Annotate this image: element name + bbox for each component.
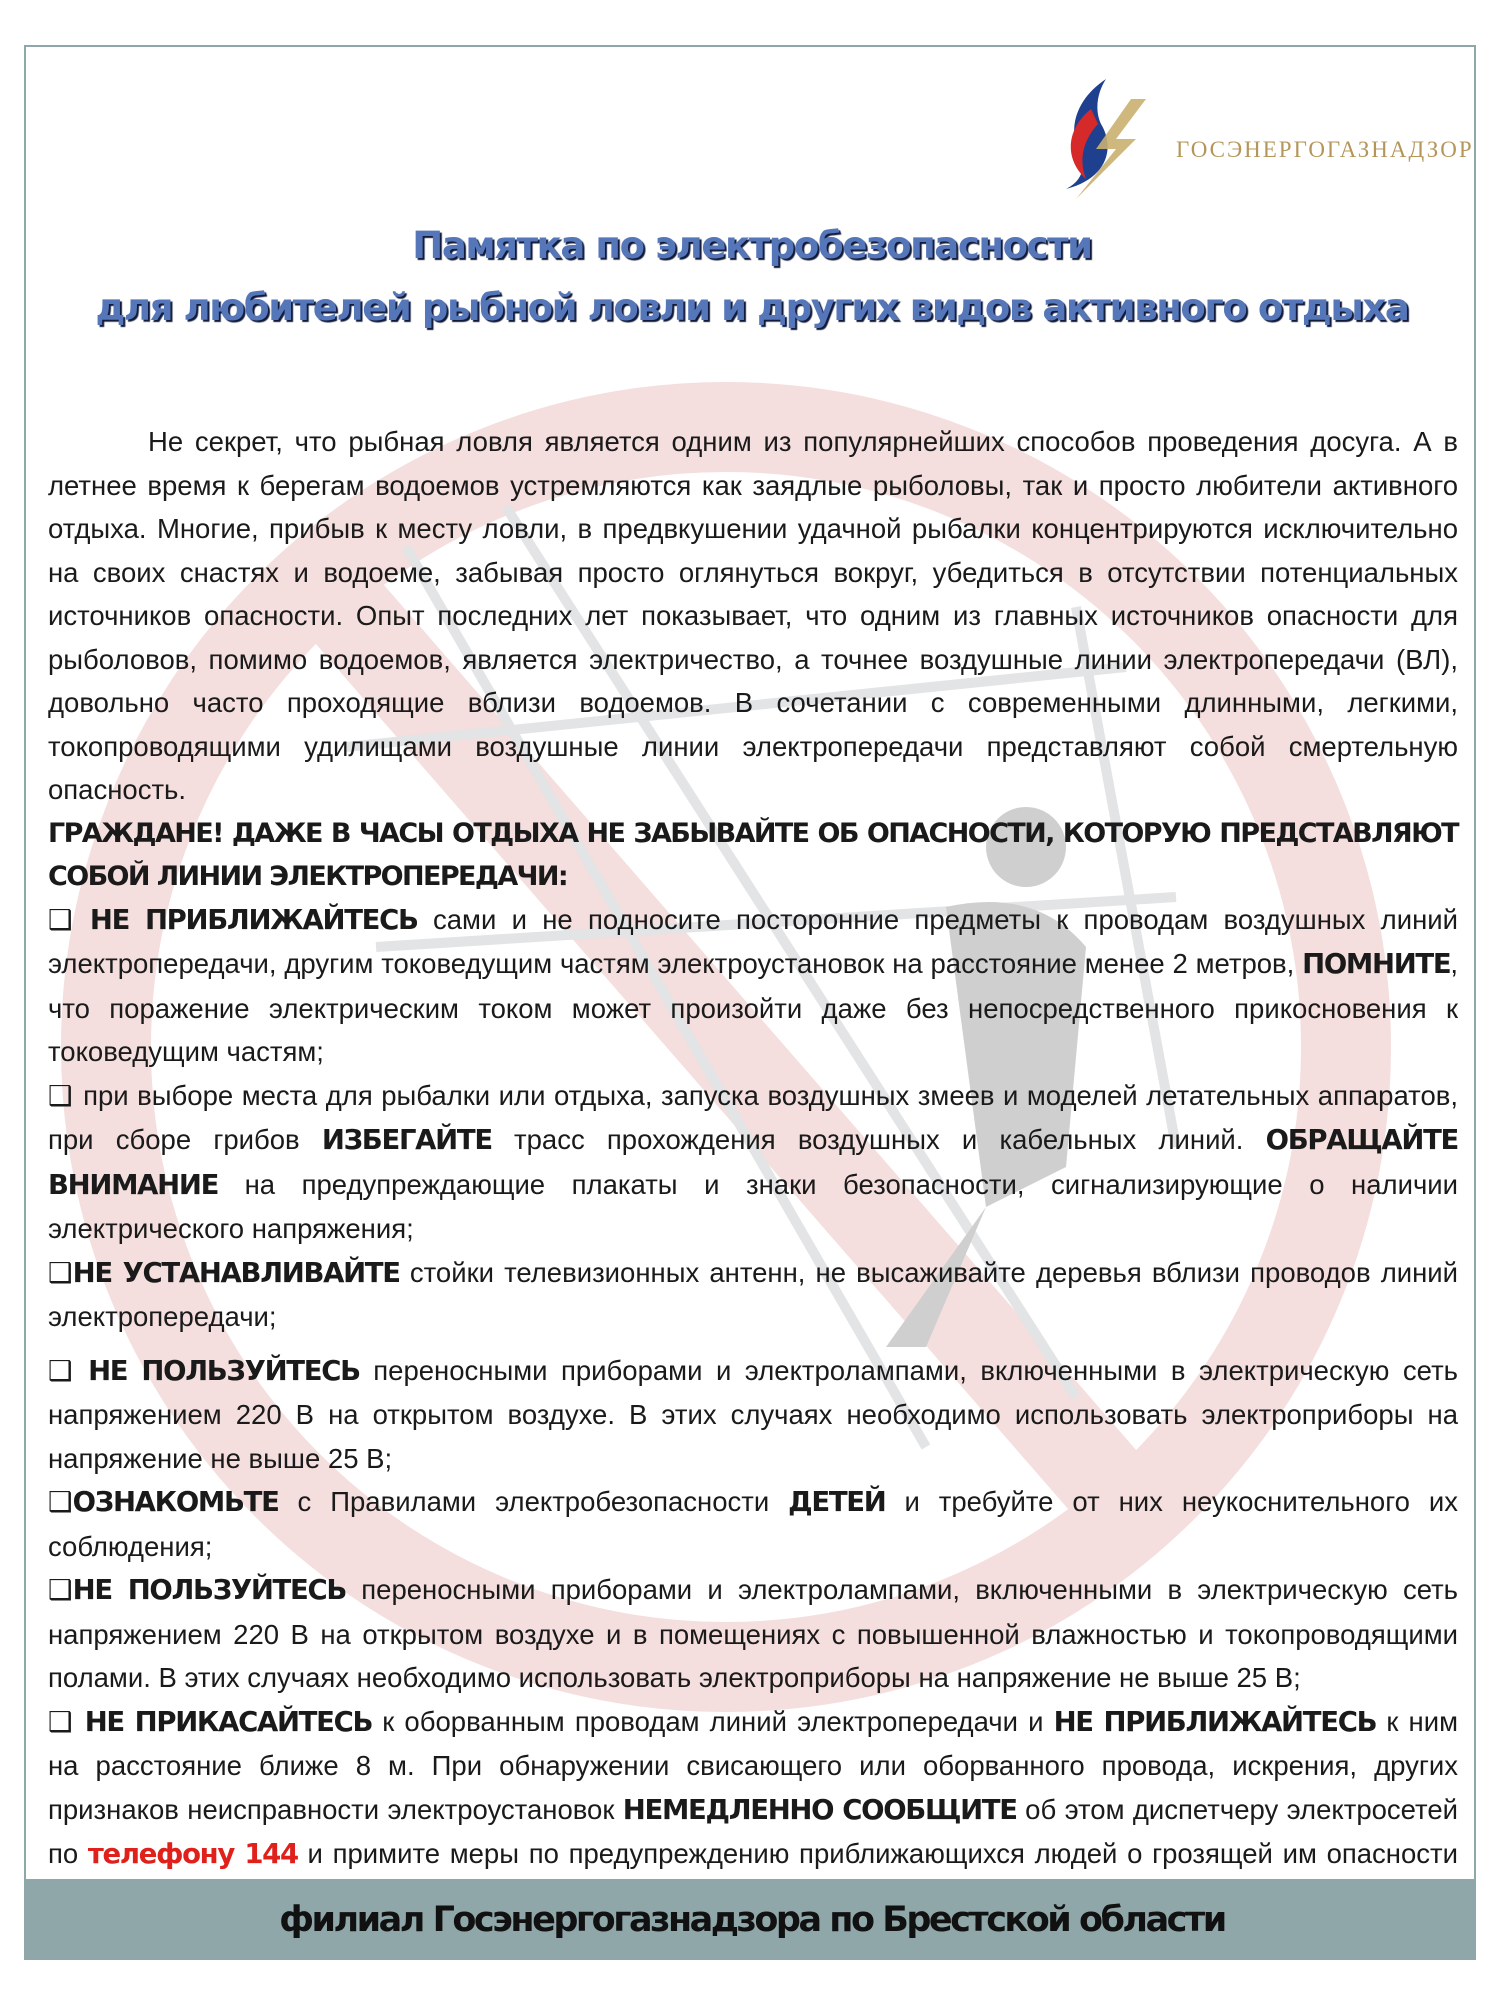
item-text: переносными приборами и электролампами, включенными в электрическую сеть напряжением 220 В на открытом воздухе. В этих случаях необходимо использовать электроприборы на напряжение не выше 25 В; — [48, 1354, 1458, 1474]
item-text: переносными приборами и электролампами, включенными в электрическую сеть напряжением 220 В на открытом воздухе и в помещениях с повышенной влажностью и токопроводящими полами. В этих случаях необходимо использовать электроприборы на напряжение не выше 25 В; — [48, 1574, 1458, 1693]
emphasis: ПОМНИТЕ — [1302, 948, 1451, 980]
checkbox-icon: ❑ — [48, 903, 90, 936]
item-text: при выборе места для рыбалки или отдыха, запуска воздушных змеев и моделей летательных аппаратов, при сборе грибов — [48, 1079, 1458, 1155]
warning-heading: ГРАЖДАНЕ! ДАЖЕ В ЧАСЫ ОТДЫХА НЕ ЗАБЫВАЙТЕ ОБ ОПАСНОСТИ, КОТОРУЮ ПРЕДСТАВЛЯЮТ СОБОЙ ЛИНИИ ЭЛЕКТРОПЕРЕДАЧИ: — [48, 817, 1458, 892]
item-text: стойки телевизионных антенн, не высаживайте деревья вблизи проводов линий электропередачи; — [48, 1256, 1459, 1332]
item-text: с Правилами электробезопасности — [278, 1486, 789, 1517]
document-frame — [24, 45, 1476, 1960]
gosenergogaznadzor-logo — [1036, 69, 1474, 199]
logo-text: ГОСЭНЕРГОГАЗНАДЗОР — [1176, 137, 1474, 162]
item-text: и требуйте от них неукоснительного их соблюдения; — [48, 1486, 1458, 1562]
checkbox-icon: ❑ — [48, 1354, 89, 1387]
emphasis: НЕ ПРИБЛИЖАЙТЕСЬ — [89, 903, 418, 936]
item-text: к ним на расстояние ближе 8 м. При обнаружении свисающего или оборванного провода, искрения, других признаков неисправности электроустановок — [48, 1705, 1458, 1825]
title-line-1: Памятка по электробезопасности — [412, 224, 1092, 267]
item-text: , что поражение электрическим током может произойти даже без непосредственного прикосновения к токоведущим частям; — [48, 948, 1458, 1067]
checkbox-icon: ❑ — [48, 1705, 85, 1738]
list-item — [48, 898, 1458, 1074]
item-text: на предупреждающие плакаты и знаки безопасности, сигнализирующие о наличии электрического напряжения; — [48, 1168, 1458, 1244]
item-text: трасс прохождения воздушных и кабельных линий. — [491, 1124, 1266, 1155]
emphasis: НЕ УСТАНАВЛИВАЙТЕ — [72, 1256, 400, 1289]
phone-number: телефону 144 — [87, 1838, 298, 1870]
emphasis: НЕ ПРИКАСАЙТЕСЬ — [84, 1705, 373, 1738]
item-text: об этом диспетчеру электросетей по — [48, 1793, 1458, 1869]
emphasis: НЕ ПРИБЛИЖАЙТЕСЬ — [1053, 1705, 1377, 1738]
checkbox-icon: ❑ — [48, 1574, 73, 1606]
footer-banner: филиал Госэнергогазнадзора по Брестской области — [26, 1879, 1476, 1960]
emphasis: ОБРАЩАЙТЕ ВНИМАНИЕ — [48, 1124, 1459, 1201]
item-text: и примите меры по предупреждению приближающихся людей о грозящей им опасности — [307, 1838, 1458, 1869]
list-item — [48, 1349, 1458, 1481]
item-text: к оборванным проводам линий электропередачи и — [372, 1705, 1054, 1737]
list-item — [48, 1568, 1458, 1700]
emphasis: ИЗБЕГАЙТЕ — [321, 1124, 492, 1156]
flame-lightning-logo-icon — [1036, 69, 1166, 199]
emphasis: ОЗНАКОМЬТЕ — [72, 1486, 279, 1518]
list-item — [48, 1251, 1458, 1339]
emphasis: НЕ ПОЛЬЗУЙТЕСЬ — [88, 1354, 360, 1387]
title-line-2: для любителей рыбной ловли и других видов активного отдыха — [95, 286, 1409, 329]
intro-paragraph: Не секрет, что рыбная ловля является одним из популярнейших способов проведения досуга. А в летнее время к берегам водоемов устремляются как заядлые рыболовы, так и просто любители активного отдыха. Многие, прибыв к месту ловли, в предвкушении удачной рыбалки концентрируются исключительно на своих снастях и водоеме, забывая просто оглянуться вокруг, убедиться в отсутствии потенциальных источников опасности. Опыт последних лет показывает, что одним из главных источников опасности для рыболовов, помимо водоемов, является электричество, а точнее воздушные линии электропередачи (ВЛ), довольно часто проходящие вблизи водоемов. В сочетании с современными длинными, легкими, токопроводящими удилищами воздушные линии электропередачи представляют собой смертельную опасность. — [48, 426, 1458, 805]
emphasis: НЕМЕДЛЕННО СООБЩИТЕ — [622, 1793, 1017, 1826]
checkbox-icon: ❑ — [48, 1486, 73, 1518]
checkbox-icon: ❑ — [48, 1256, 73, 1289]
page-title — [26, 215, 1476, 339]
checkbox-icon: ❑ — [48, 1079, 84, 1112]
list-item — [48, 1480, 1458, 1568]
memo-body — [48, 420, 1458, 1920]
list-item — [48, 1074, 1458, 1251]
emphasis: ДЕТЕЙ — [788, 1486, 886, 1518]
emphasis: НЕ ПОЛЬЗУЙТЕСЬ — [72, 1574, 347, 1606]
item-text: сами и не подносите посторонние предметы к проводам воздушных линий электропередачи, другим токоведущим частям электроустановок на расстояние менее 2 метров, — [48, 903, 1458, 979]
